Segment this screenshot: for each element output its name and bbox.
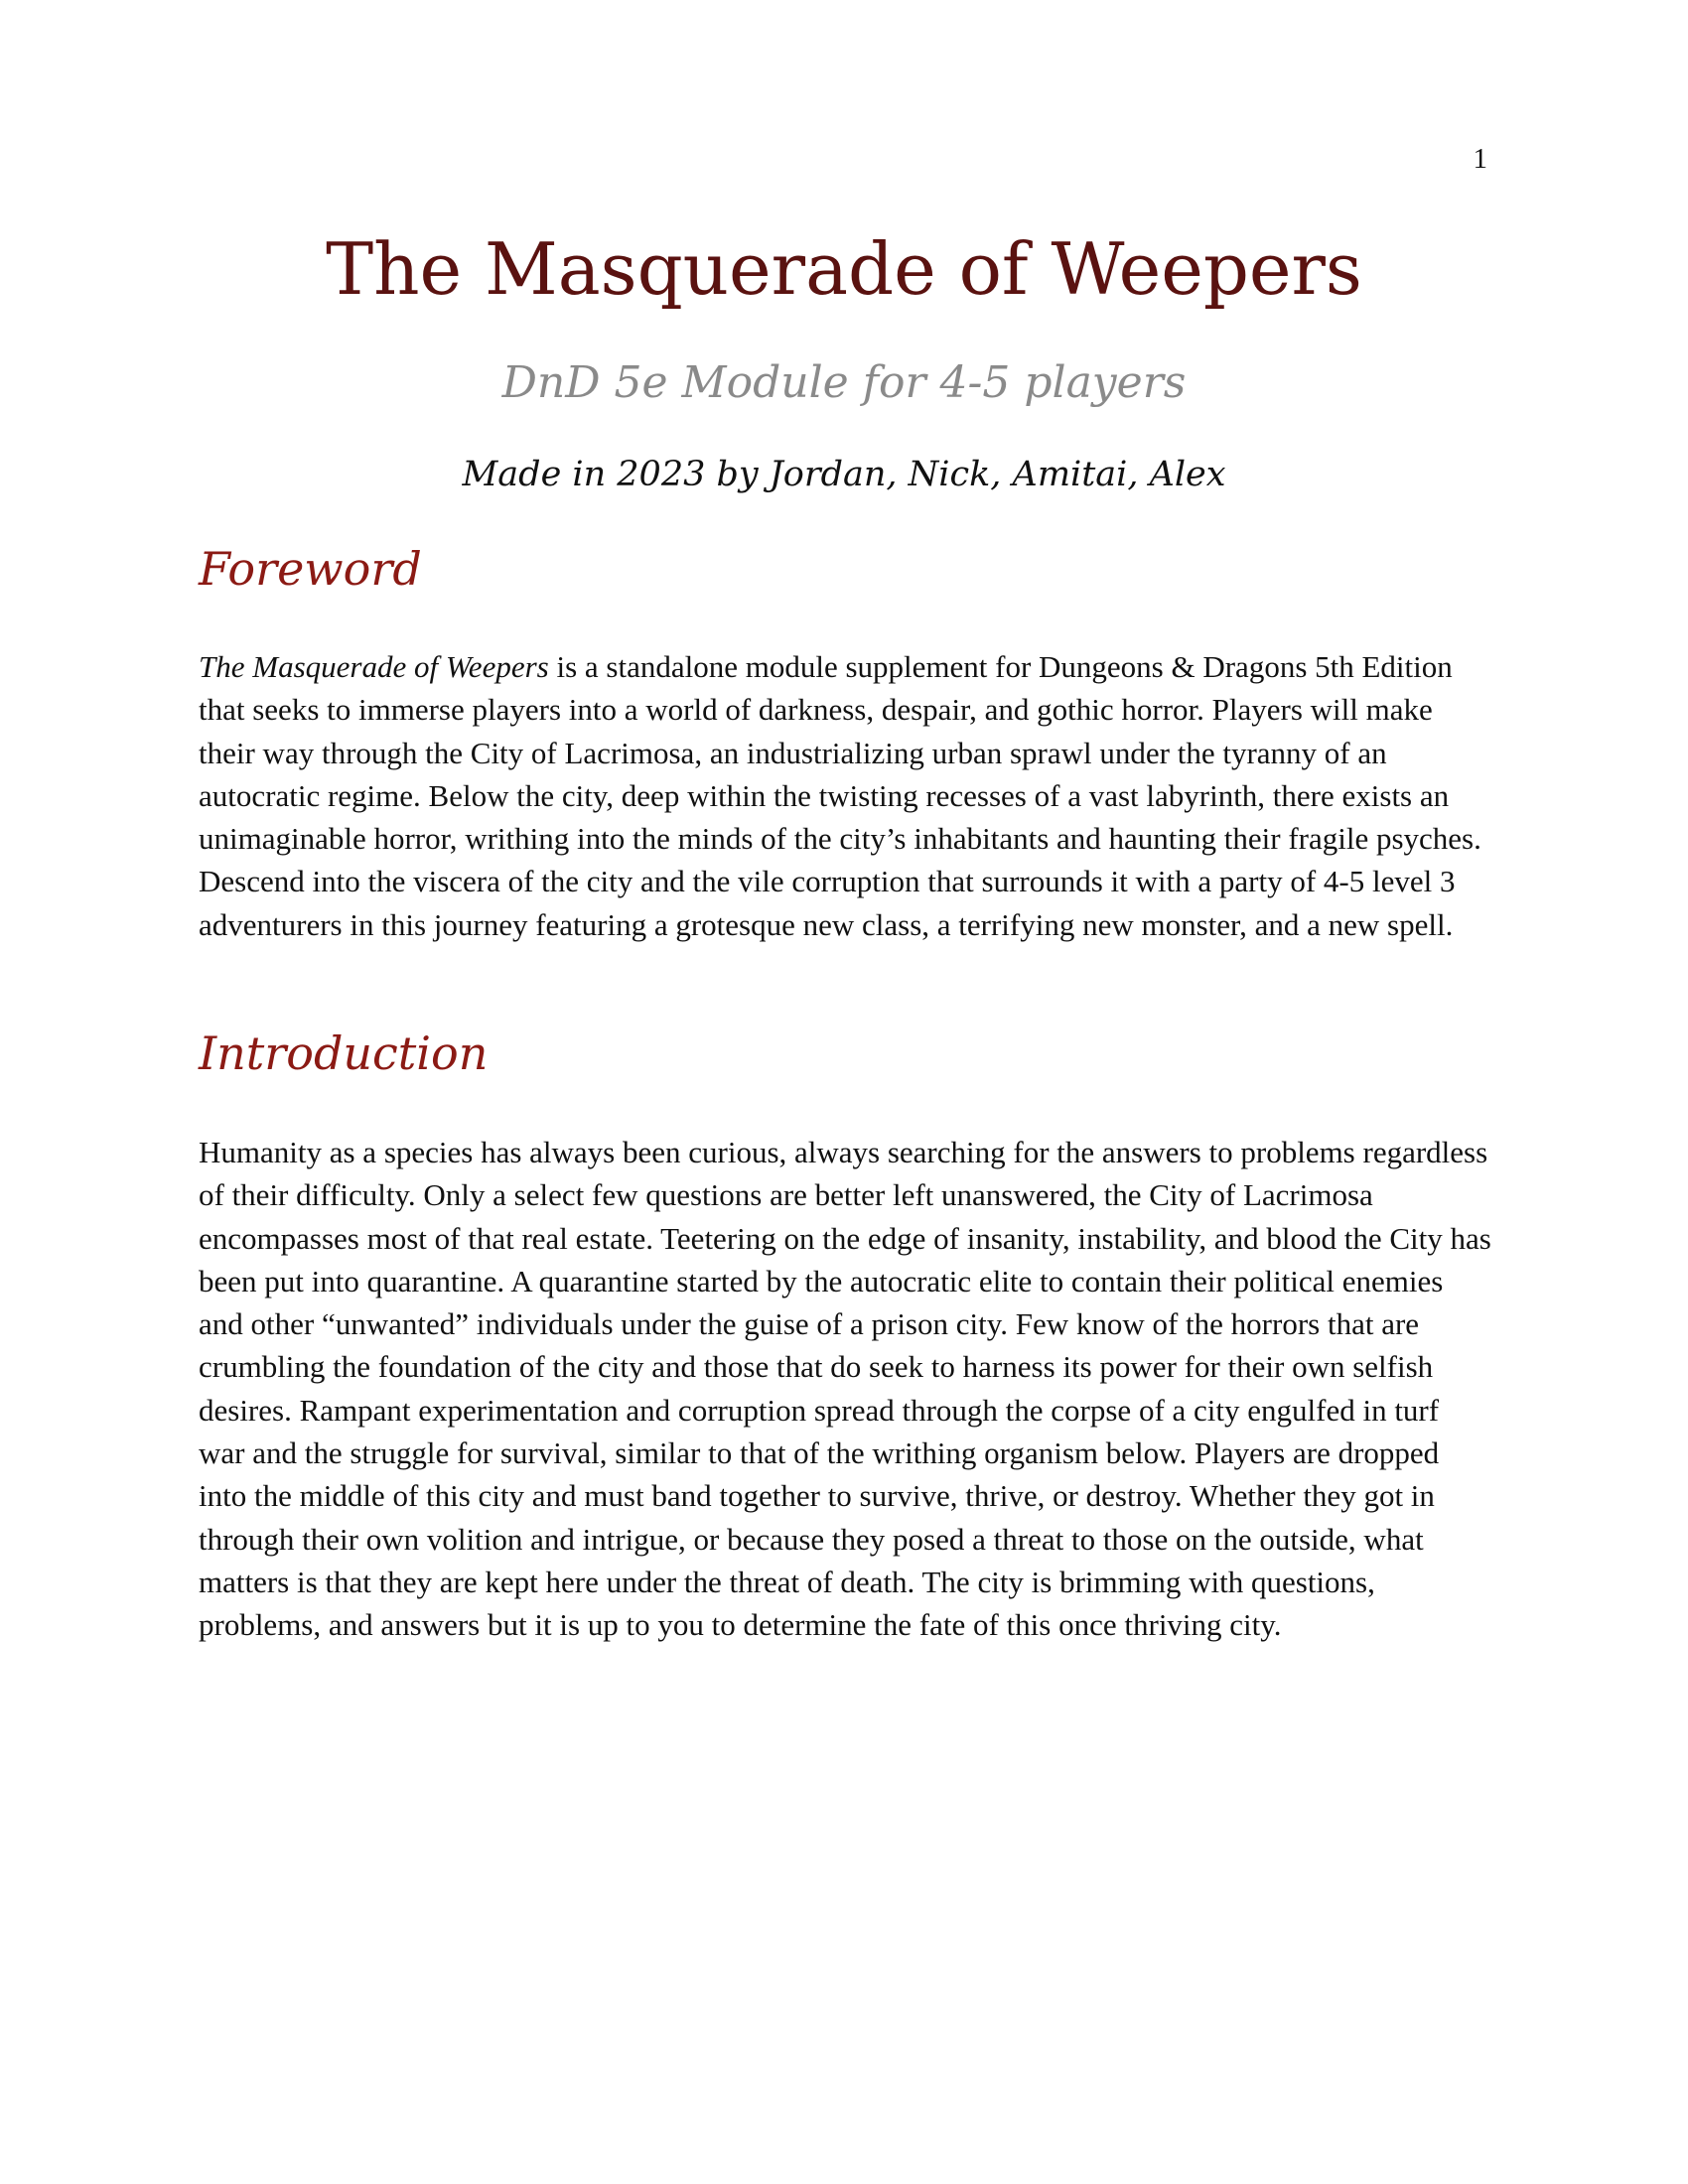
foreword-paragraph: [199, 645, 1491, 946]
authors-line: Made in 2023 by Jordan, Nick, Amitai, Alex: [462, 455, 1226, 494]
page-number: 1: [1473, 143, 1487, 175]
introduction-paragraph: Humanity as a species has always been curious, always searching for the answers to problems regardless of their difficulty. Only a select few questions are better left unanswered, the City of Lacrimosa encompasses most of that real estate. Teetering on the edge of insanity, instability, and blood the City has been put into quarantine. A quarantine started by the autocratic elite to contain their political enemies and other “unwanted” individuals under the guise of a prison city. Few know of the horrors that are crumbling the foundation of the city and those that do seek to harness its power for their own selfish desires. Rampant experimentation and corruption spread through the corpse of a city engulfed in turf war and the struggle for survival, similar to that of the writhing organism below. Players are dropped into the middle of this city and must band together to survive, thrive, or destroy. Whether they got in through their own volition and intrigue, or because they posed a threat to those on the outside, what matters is that they are kept here under the threat of death. The city is brimming with questions, problems, and answers but it is up to you to determine the fate of this once thriving city.: [199, 1135, 1491, 1643]
page-title: The Masquerade of Weepers: [326, 227, 1362, 311]
module-title-italic: The Masquerade of Weepers: [199, 649, 549, 684]
introduction-heading: Introduction: [199, 1026, 489, 1080]
foreword-heading: Foreword: [199, 542, 422, 596]
subtitle: DnD 5e Module for 4-5 players: [501, 357, 1187, 408]
foreword-body-text: is a standalone module supplement for Dungeons & Dragons 5th Edition that seeks to immerse players into a world of darkness, despair, and gothic horror. Players will make their way through the City of Lacrimosa, an industrializing urban sprawl under the tyranny of an autocratic regime. Below the city, deep within the twisting recesses of a vast labyrinth, there exists an unimaginable horror, writhing into the minds of the city’s inhabitants and haunting their fragile psyches. Descend into the viscera of the city and the vile corruption that surrounds it with a party of 4-5 level 3 adventurers in this journey featuring a grotesque new class, a terrifying new monster, and a new spell.: [199, 649, 1481, 942]
